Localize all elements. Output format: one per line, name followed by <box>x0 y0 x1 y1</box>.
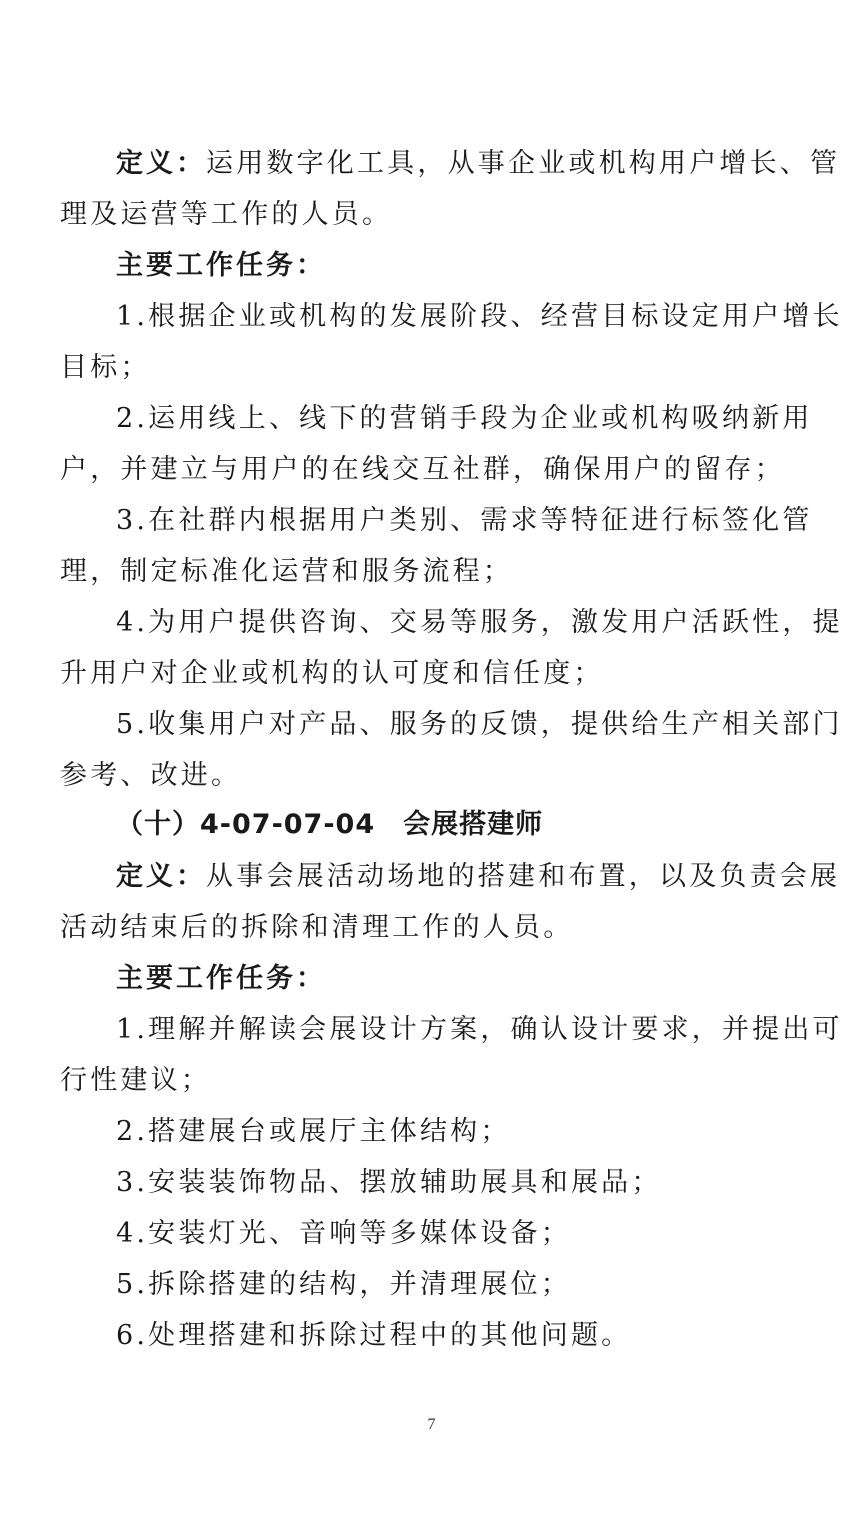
definition-line-2: 理及运营等工作的人员。 <box>60 199 393 230</box>
tasks-heading: 主要工作任务： <box>116 250 326 281</box>
tasks-heading-2: 主要工作任务： <box>116 963 326 994</box>
task-item-4-line-2: 升用户对企业或机构的认可度和信任度； <box>60 658 604 689</box>
task-2-item-5: 5.拆除搭建的结构，并清理展位； <box>116 1269 571 1300</box>
definition-2-line-2: 活动结束后的拆除和清理工作的人员。 <box>60 912 574 943</box>
definition-2-label: 定义： <box>116 861 206 892</box>
task-item-2-line-1: 2.运用线上、线下的营销手段为企业或机构吸纳新用 <box>116 403 813 434</box>
task-item-2-line-2: 户，并建立与用户的在线交互社群，确保用户的留存； <box>60 454 785 485</box>
task-item-4-line-1: 4.为用户提供咨询、交易等服务，激发用户活跃性，提 <box>116 607 843 638</box>
task-item-3-line-2: 理，制定标准化运营和服务流程； <box>60 556 513 587</box>
definition-2-line-1: 定义：从事会展活动场地的搭建和布置，以及负责会展 <box>116 861 841 892</box>
task-item-3-line-1: 3.在社群内根据用户类别、需求等特征进行标签化管 <box>116 505 813 536</box>
task-2-item-4: 4.安装灯光、音响等多媒体设备； <box>116 1218 571 1249</box>
definition-line-1: 定义：运用数字化工具，从事企业或机构用户增长、管 <box>116 148 841 179</box>
task-item-1-line-2: 目标； <box>60 352 151 383</box>
task-2-item-1-line-1: 1.理解并解读会展设计方案，确认设计要求，并提出可 <box>116 1014 843 1045</box>
task-item-5-line-2: 参考、改进。 <box>60 760 242 791</box>
task-2-item-2: 2.搭建展台或展厅主体结构； <box>116 1116 511 1147</box>
page-number: 7 <box>427 1416 436 1433</box>
task-2-item-3: 3.安装装饰物品、摆放辅助展具和展品； <box>116 1167 662 1198</box>
section-title: （十）4-07-07-04 会展搭建师 <box>116 809 544 840</box>
definition-label: 定义： <box>116 148 206 179</box>
task-item-5-line-1: 5.收集用户对产品、服务的反馈，提供给生产相关部门 <box>116 709 843 740</box>
task-2-item-6: 6.处理搭建和拆除过程中的其他问题。 <box>116 1320 632 1351</box>
task-item-1-line-1: 1.根据企业或机构的发展阶段、经营目标设定用户增长 <box>116 301 843 332</box>
task-2-item-1-line-2: 行性建议； <box>60 1065 211 1096</box>
